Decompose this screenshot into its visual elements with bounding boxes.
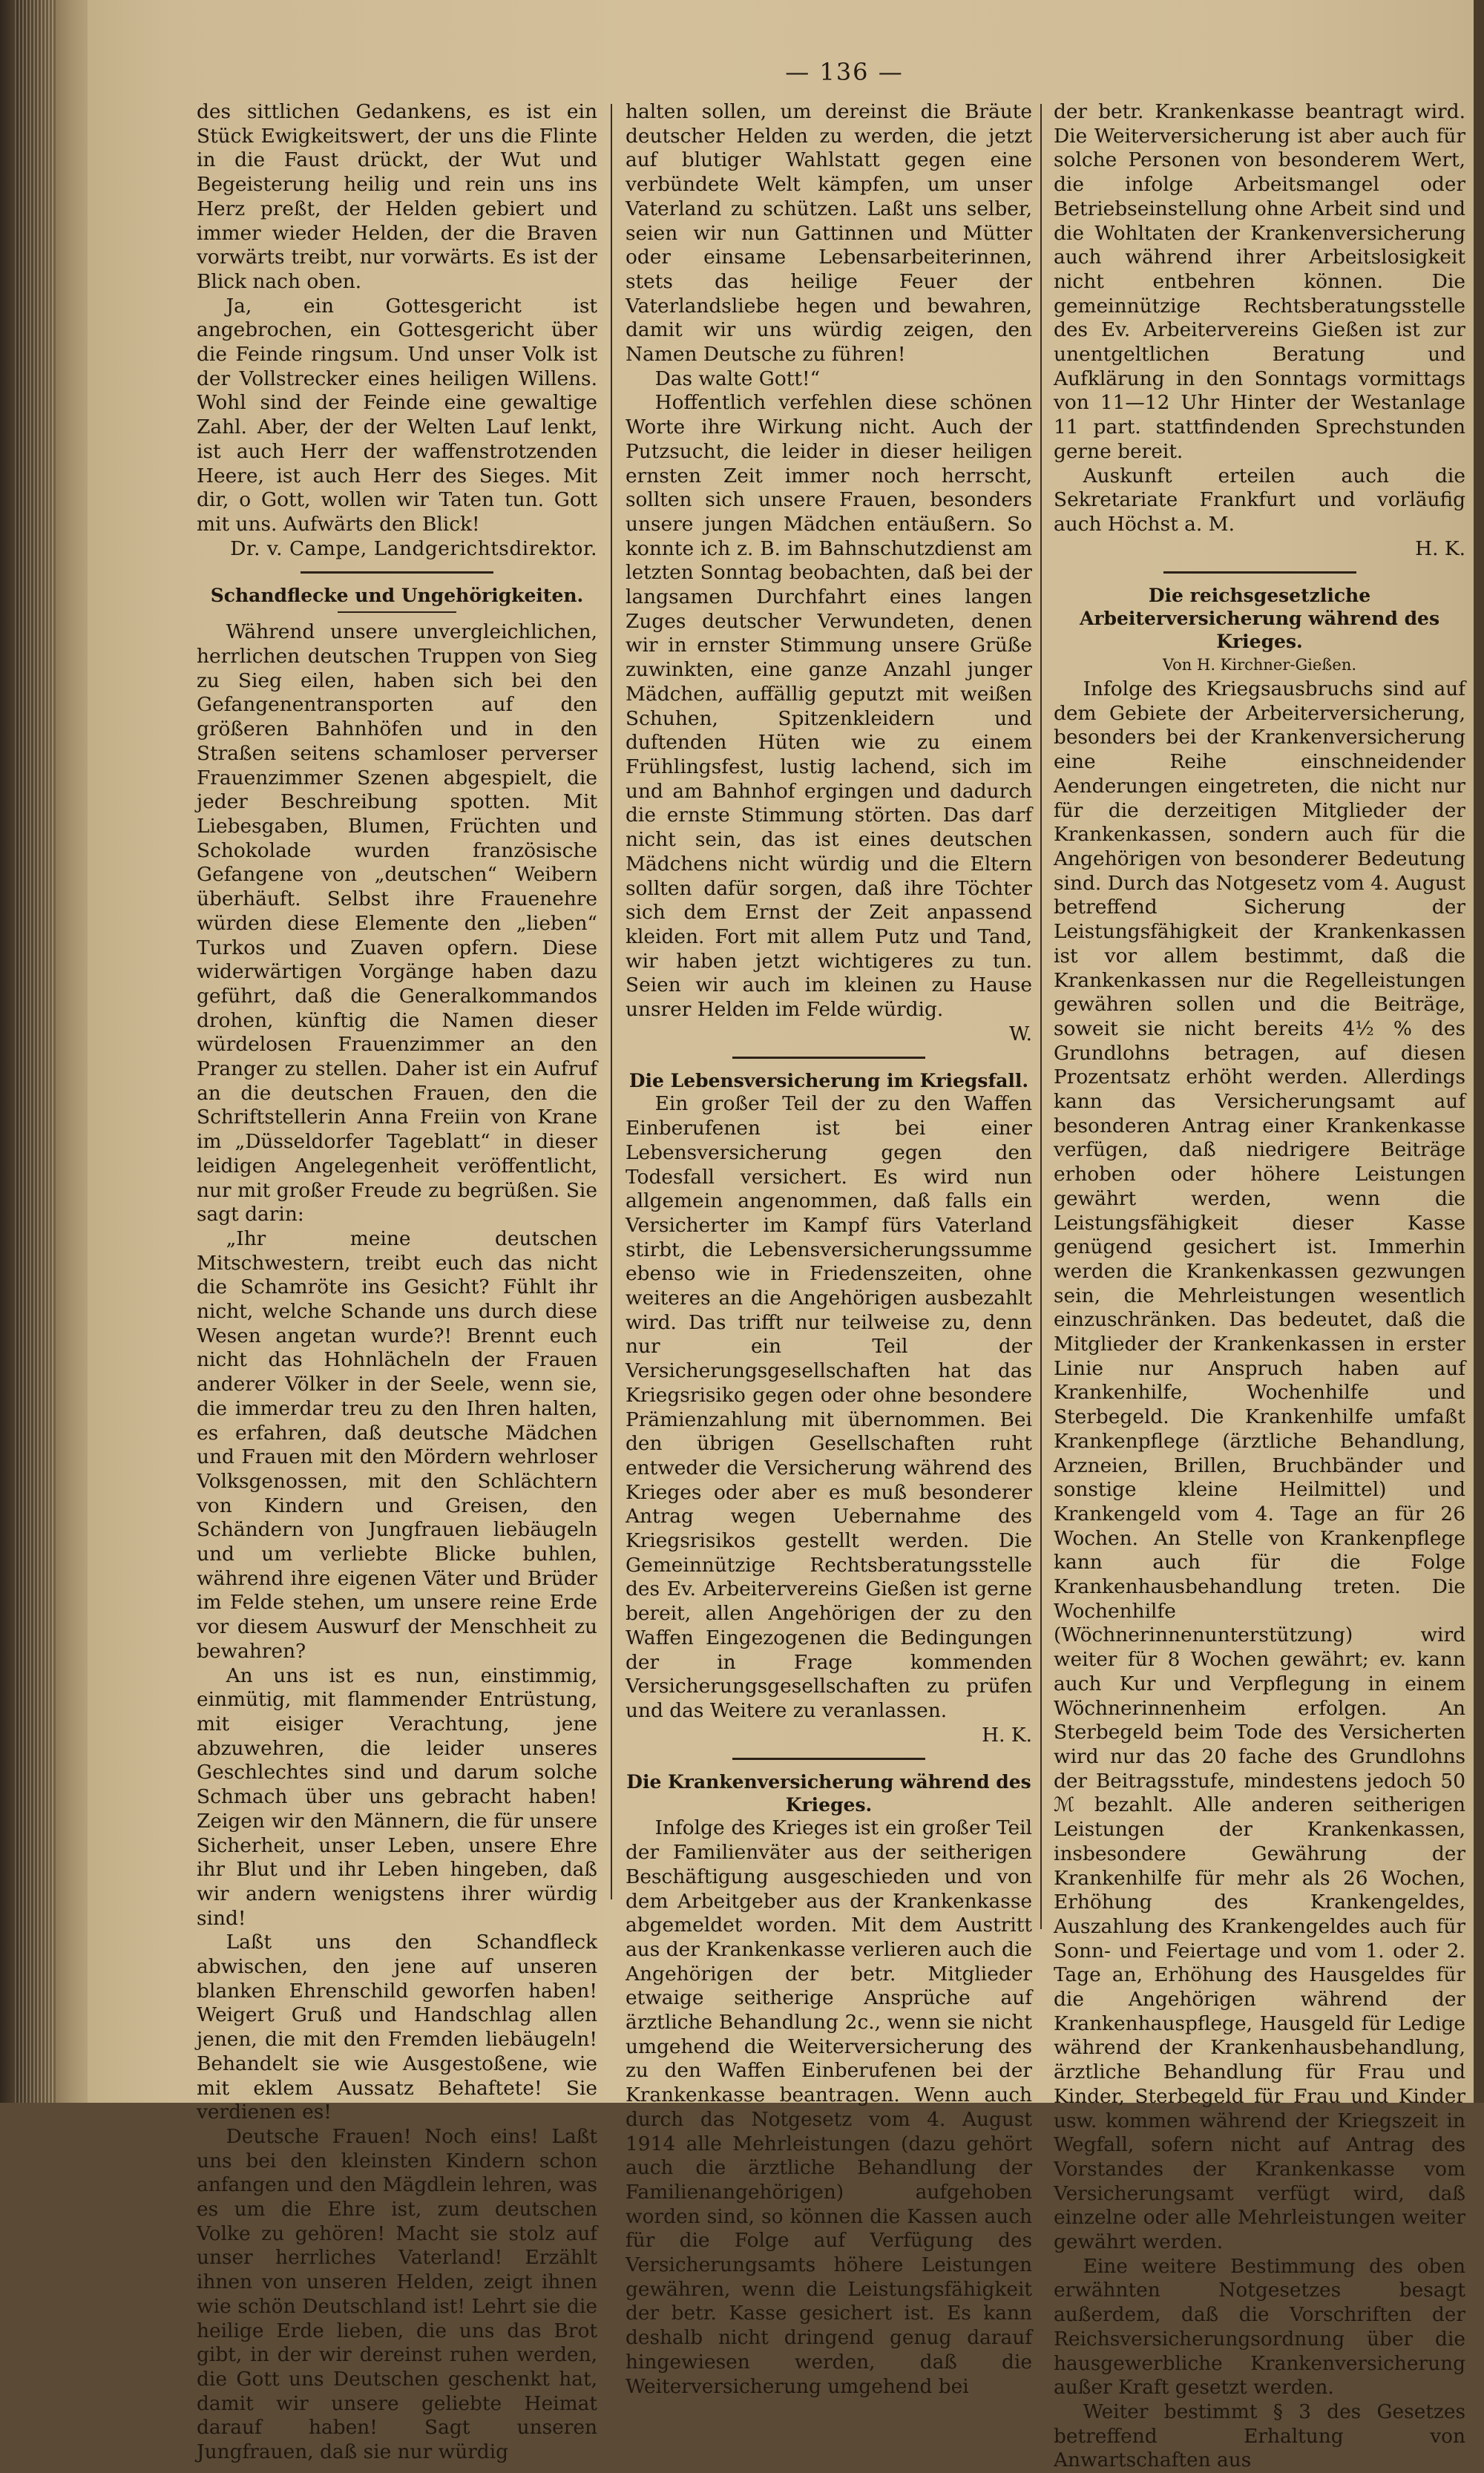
article-heading: Die Lebensversicherung im Kriegsfall. xyxy=(628,1070,1029,1092)
paragraph: Eine weitere Bestimmung des oben erwähnten Notgesetzes besagt außerdem, daß die Vorschriften der Reichsversicherungsordnung über die hausgewerbliche Krankenversicherung außer Kraft gesetzt werden. xyxy=(1054,2254,1465,2400)
paragraph: „Ihr meine deutschen Mitschwestern, treibt euch das nicht die Schamröte ins Gesicht? Fühlt ihr nicht, welche Schande uns durch diese Wesen angetan wurde?! Brennt euch nicht das Hohnlächeln der Frauen anderer Völker in der Seele, wenn sie, die immerdar treu zu den Ihren halten, es erfahren, daß deutsche Mädchen und Frauen mit den Mördern wehrloser Volksgenossen, mit den Schlächtern von Kindern und Greisen, den Schändern von Jungfrauen liebäugeln und um verliebte Blicke buhlen, während ihre eigenen Väter und Brüder im Felde stehen, um unsere reine Erde vor diesem Auswurf der Menschheit zu bewahren? xyxy=(197,1226,597,1663)
paragraph: Ja, ein Gottesgericht ist angebrochen, ein Gottesgericht über die Feinde ringsum. Und unser Volk ist der Vollstrecker eines heiligen Willens. Wohl sind der Feinde eine gewaltige Zahl. Aber, der der Welten Lauf lenkt, ist auch Herr der waffenstrotzenden Heere, ist auch Herr des Sieges. Mit dir, o Gott, wollen wir Taten tun. Gott mit uns. Aufwärts den Blick! xyxy=(197,294,597,536)
paragraph: Das walte Gott!“ xyxy=(654,367,821,390)
separator-rule xyxy=(732,1057,925,1059)
article-signature: H. K. xyxy=(982,1723,1032,1747)
column-3 xyxy=(1054,100,1465,2473)
paragraph: Infolge des Krieges ist ein großer Teil der Familienväter aus der seitherigen Beschäftigung ausgeschieden und von dem Arbeitgeber aus der Krankenkasse abgemeldet worden. Mit dem Austritt aus der Krankenkasse verlieren auch die Angehörigen der betr. Mitglieder etwaige seitherige Ansprüche auf ärztliche Behandlung 2c., wenn sie nicht umgehend die Weiterversicherung des zu den Waffen Einberufenen bei der Krankenkasse beantragen. Wenn auch durch das Notgesetz vom 4. August 1914 alle Mehrleistungen (dazu gehört auch die ärztliche Behandlung der Familienangehörigen) aufgehoben worden sind, so können die Kassen auch für die Folge auf Verfügung des Versicherungsamts höhere Leistungen gewähren, wenn die Leistungsfähigkeit der betr. Kasse gesichert ist. Es kann deshalb nicht dringend genug darauf hingewiesen werden, daß die Weiterversicherung umgehend bei xyxy=(626,1816,1032,2398)
paragraph: Laßt uns den Schandfleck abwischen, den jene auf unseren blanken Ehrenschild geworfen haben! Weigert Gruß und Handschlag allen jenen, die mit den Fremden liebäugeln! Behandelt sie wie Ausgestoßene, wie mit eklem Aussatz Behaftete! Sie verdienen es! xyxy=(197,1931,597,2124)
page-number: — 136 — xyxy=(785,58,904,86)
article-heading: Die reichsgesetzliche Arbeiterversicherung während des Krieges. xyxy=(1079,585,1440,653)
article-heading: Schandflecke und Ungehörigkeiten. xyxy=(210,585,584,607)
article-signature: W. xyxy=(1009,1022,1032,1045)
column-2 xyxy=(626,100,1032,2399)
article-heading: Die Krankenversicherung während des Krieges. xyxy=(626,1771,1031,1816)
separator-rule xyxy=(301,571,493,574)
paragraph: Hoffentlich verfehlen diese schönen Worte ihre Wirkung nicht. Auch der Putzsucht, die leider in dieser heiligen ernsten Zeit immer noch herrscht, sollten sich unsere Frauen, besonders unsere jungen Mädchen entäußern. So konnte ich z. B. im Bahnschutzdienst am letzten Sonntag beobachten, daß bei der langsamen Durchfahrt eines langen Zuges deutscher Verwundeten, denen wir in ernster Stimmung unsere Grüße zuwinkten, eine ganze Anzahl junger Mädchen, auffällig geputzt mit weißen Schuhen, Spitzenkleidern und duftenden Hüten wie zu einem Frühlingsfest, lustig lachend, sich im und am Bahnhof ergingen und dadurch die ernste Stimmung störten. Das darf nicht sein, das ist eines deutschen Mädchens nicht würdig und die Eltern sollten dafür sorgen, daß ihre Töchter sich dem Ernst der Zeit anpassend kleiden. Fort mit allem Putz und Tand, wir haben jetzt wichtigeres zu tun. Seien wir auch im kleinen zu Hause unsrer Helden im Felde würdig. xyxy=(626,391,1032,1022)
paragraph: Ein großer Teil der zu den Waffen Einberufenen ist bei einer Lebensversicherung gegen den Todesfall versichert. Es wird nun allgemein angenommen, daß falls ein Versicherter im Kampf fürs Vaterland stirbt, die Lebensversicherungssumme ebenso wie in Friedenszeiten, ohne weiteres an die Angehörigen ausbezahlt wird. Das trifft nur teilweise zu, denn nur ein Teil der Versicherungsgesellschaften hat das Kriegsrisiko gegen oder ohne besondere Prämienzahlung mit übernommen. Bei den übrigen Gesellschaften ruht entweder die Versicherung während des Krieges oder aber es muß besonderer Antrag wegen Uebernahme des Kriegsrisikos gestellt werden. Die Gemeinnützige Rechtsberatungsstelle des Ev. Arbeitervereins Gießen ist gerne bereit, allen Angehörigen der zu den Waffen Eingezogenen die Bedingungen der in Frage kommenden Versicherungsgesellschaften zu prüfen und das Weitere zu veranlassen. xyxy=(626,1092,1032,1722)
column-divider xyxy=(1040,104,1042,1929)
article-signature: H. K. xyxy=(1415,536,1465,560)
article-byline: Von H. Kirchner-Gießen. xyxy=(1162,656,1357,674)
separator-rule xyxy=(1163,571,1356,574)
paragraph: Weiter bestimmt § 3 des Gesetzes betreffend Erhaltung von Anwartschaften aus xyxy=(1054,2400,1465,2472)
paragraph: der betr. Krankenkasse beantragt wird. Die Weiterversicherung ist aber auch für solche Personen von besonderem Wert, die infolge Arbeitsmangel oder Betriebseinstellung ohne Arbeit sind und die Wohltaten der Krankenversicherung auch während ihrer Arbeitslosigkeit nicht entbehren können. Die gemeinnützige Rechtsberatungsstelle des Ev. Arbeitervereins Gießen ist zur unentgeltlichen Beratung und Aufklärung in den Sonntags vormittags von 11—12 Uhr Hinter der Westanlage 11 part. stattfindenden Sprechstunden gerne bereit. xyxy=(1054,100,1465,463)
paragraph: des sittlichen Gedankens, es ist ein Stück Ewigkeitswert, der uns die Flinte in die Faust drückt, der Wut und Begeisterung heilig und rein uns ins Herz preßt, der Helden gebiert und immer wieder Helden, der die Braven vorwärts treibt, nur vorwärts. Es ist der Blick nach oben. xyxy=(197,100,597,293)
book-binding xyxy=(0,0,93,2103)
paragraph: Deutsche Frauen! Noch eins! Laßt uns bei den kleinsten Kindern schon anfangen und den Mägdlein lehren, was es um die Ehre ist, zum deutschen Volke zu gehören! Macht sie stolz auf unser herrliches Vaterland! Erzählt ihnen von unseren Helden, zeigt ihnen wie schön Deutschland ist! Lehrt sie die heilige Erde lieben, die uns das Brot gibt, in der wir dereinst ruhen werden, die Gott uns Deutschen geschenkt hat, damit wir unsere geliebte Heimat darauf haben! Sagt unseren Jungfrauen, daß sie nur würdig xyxy=(197,2124,597,2464)
paragraph: halten sollen, um dereinst die Bräute deutscher Helden zu werden, die jetzt auf blutiger Wahlstatt gegen eine verbündete Welt kämpfen, um unser Vaterland zu schützen. Laßt uns selber, seien wir nun Gattinnen und Mütter oder einsame Lebensarbeiterinnen, stets das heilige Feuer der Vaterlandsliebe hegen und bewahren, damit wir uns würdig zeigen, den Namen Deutsche zu führen! xyxy=(626,100,1032,367)
paragraph: Infolge des Kriegsausbruchs sind auf dem Gebiete der Arbeiterversicherung, besonders bei der Krankenversicherung eine Reihe einschneidender Aenderungen eingetreten, die nicht nur für die derzeitigen Mitglieder der Krankenkassen, sondern auch für die Angehörigen von besonderer Bedeutung sind. Durch das Notgesetz vom 4. August betreffend Sicherung der Leistungsfähigkeit der Krankenkassen ist vor allem bestimmt, daß die Krankenkassen nur die Regelleistungen gewähren sollen und die Beiträge, soweit sie nicht bereits 4½ % des Grundlohns betragen, auf diesen Prozentsatz erhöht werden. Allerdings kann das Versicherungsamt auf besonderen Antrag einer Krankenkasse verfügen, daß niedrigere Beiträge erhoben oder höhere Leistungen gewährt werden, wenn die Leistungsfähigkeit dieser Kasse genügend gesichert ist. Immerhin werden die Krankenkassen gezwungen sein, die Mehrleistungen wesentlich einzuschränken. Das bedeutet, daß die Mitglieder der Krankenkassen in erster Linie nur Anspruch haben auf Krankenhilfe, Wochenhilfe und Sterbegeld. Die Krankenhilfe umfaßt Krankenpflege (ärztliche Behandlung, Arzneien, Brillen, Bruchbänder und sonstige kleine Heilmittel) und Krankengeld vom 4. Tage an für 26 Wochen. An Stelle von Krankenpflege kann auch für die Folge Krankenhausbehandlung treten. Die Wochenhilfe (Wöchnerinnenunterstützung) wird weiter für 8 Wochen gewährt; ev. kann auch Kur und Verpflegung in einem Wöchnerinnenheim erfolgen. An Sterbegeld beim Tode des Versicherten wird nur das 20 fache des Grundlohns der Beitragsstufe, mindestens jedoch 50 ℳ bezahlt. Alle anderen seitherigen Leistungen der Krankenkassen, insbesondere Gewährung der Krankenhilfe für mehr als 26 Wochen, Erhöhung des Krankengeldes, Auszahlung des Krankengeldes auch für Sonn- und Feiertage und vom 1. oder 2. Tage an, Erhöhung des Hausgeldes für die Angehörigen während der Krankenhauspflege, Hausgeld für Ledige während der Krankenhausbehandlung, ärztliche Behandlung für Frau und Kinder, Sterbegeld für Frau und Kinder usw. kommen während der Kriegszeit in Wegfall, sofern nicht auf Antrag des Vorstandes der Krankenkasse vom Versicherungsamt verfügt wird, daß einzelne oder alle Mehrleistungen weiter gewährt werden. xyxy=(1054,677,1465,2254)
separator-rule xyxy=(732,1758,925,1760)
paragraph: Auskunft erteilen auch die Sekretariate Frankfurt und vorläufig auch Höchst a. M. xyxy=(1054,464,1465,536)
column-divider xyxy=(611,104,612,1899)
column-1 xyxy=(197,100,597,2465)
paragraph: An uns ist es nun, einstimmig, einmütig, mit flammender Entrüstung, mit eisiger Verachtung, jene abzuwehren, die leider unseres Geschlechtes sind und darum solche Schmach über uns gebracht haben! Zeigen wir den Männern, die für unsere Sicherheit, unser Leben, unsere Ehre ihr Blut und ihr Leben hingeben, daß wir andern wenigstens ihrer würdig sind! xyxy=(197,1664,597,1930)
separator-rule xyxy=(338,611,456,613)
article-signature: Dr. v. Campe, Landgerichtsdirektor. xyxy=(230,536,597,560)
paragraph: Während unsere unvergleichlichen, herrlichen deutschen Truppen von Sieg zu Sieg eilen, haben sich bei den Gefangenentransporten auf den größeren Bahnhöfen und in den Straßen seitens schamloser perverser Frauenzimmer Szenen abgespielt, die jeder Beschreibung spotten. Mit Liebesgaben, Blumen, Früchten und Schokolade wurden französische Gefangene von „deutschen“ Weibern überhäuft. Selbst ihre Frauenehre würden diese Elemente den „lieben“ Turkos und Zuaven opfern. Diese widerwärtigen Vorgänge haben dazu geführt, daß die Generalkommandos drohen, künftig die Namen dieser würdelosen Frauenzimmer an den Pranger zu stellen. Daher ist ein Aufruf an die deutschen Frauen, den die Schriftstellerin Anna Freiin von Krane im „Düsseldorfer Tageblatt“ in dieser leidigen Angelegenheit veröffentlicht, nur mit großer Freude zu begrüßen. Sie sagt darin: xyxy=(197,620,597,1226)
